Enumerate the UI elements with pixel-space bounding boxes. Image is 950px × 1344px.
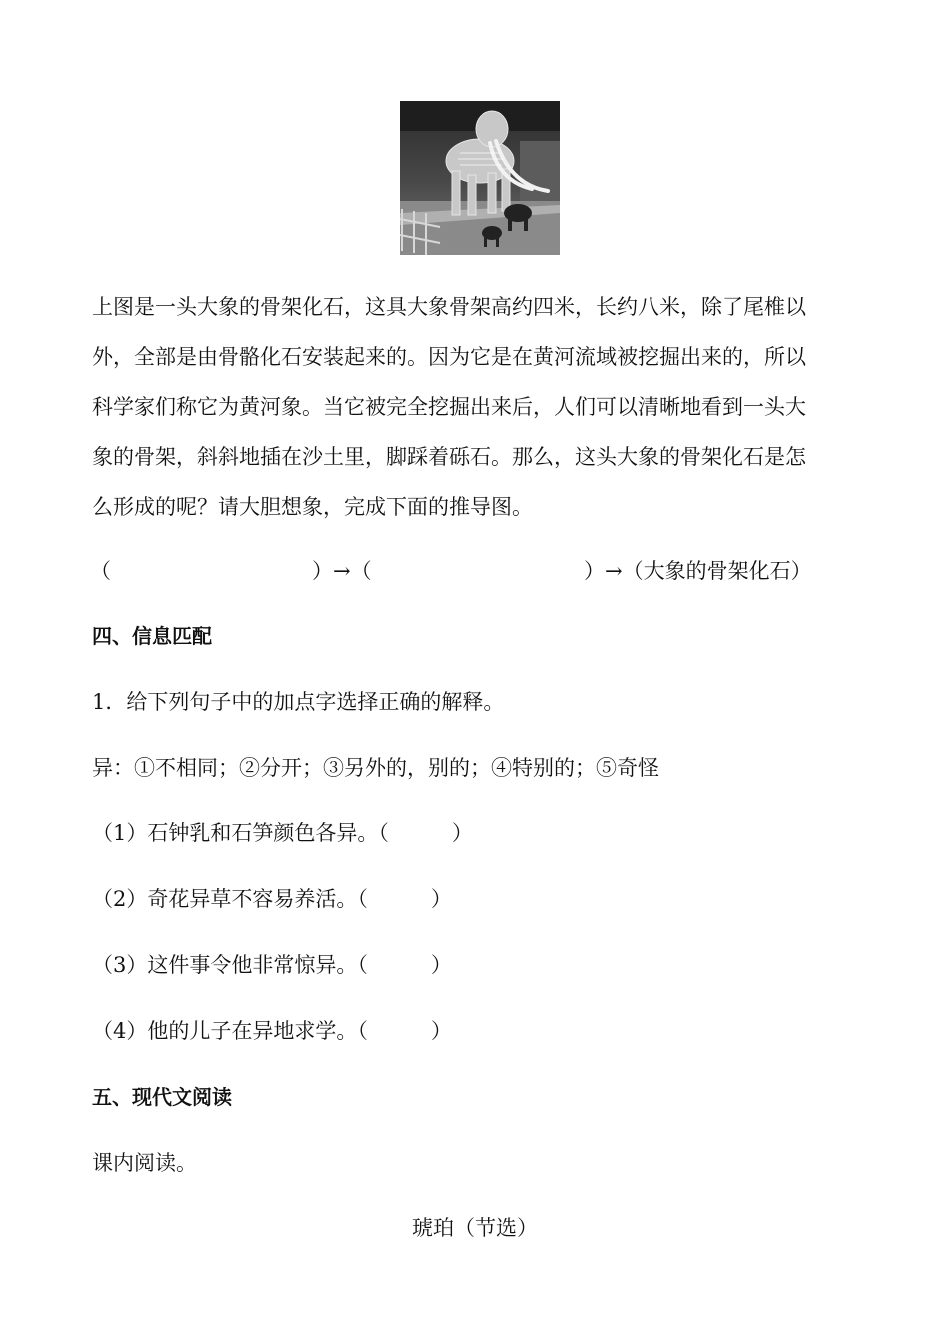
- derivation-step-2-arrow: ）→（大象的骨架化石）: [584, 559, 812, 583]
- question-item: （4）他的儿子在异地求学。（ ）: [92, 1019, 452, 1043]
- derivation-open-paren: （: [90, 559, 111, 583]
- derivation-step-1-arrow: ）→（: [312, 559, 372, 583]
- question-item: （3）这件事令他非常惊异。（ ）: [92, 953, 452, 977]
- reading-intro: 课内阅读。: [92, 1151, 197, 1175]
- question-1: 1．给下列句子中的加点字选择正确的解释。: [92, 690, 505, 714]
- mammoth-skeleton-photo: [400, 101, 560, 255]
- passage-line: 外，全部是由骨骼化石安装起来的。因为它是在黄河流域被挖掘出来的，所以: [92, 345, 806, 369]
- section-5-heading: 五、现代文阅读: [92, 1085, 232, 1109]
- passage-line: 科学家们称它为黄河象。当它被完全挖掘出来后，人们可以清晰地看到一头大: [92, 395, 806, 419]
- passage-line: 象的骨架，斜斜地插在沙土里，脚踩着砾石。那么，这头大象的骨架化石是怎: [92, 445, 806, 469]
- question-item: （2）奇花异草不容易养活。（ ）: [92, 887, 452, 911]
- reading-title: 琥珀（节选）: [412, 1216, 538, 1240]
- question-item: （1）石钟乳和石笋颜色各异。（ ）: [92, 821, 473, 845]
- passage-line: 上图是一头大象的骨架化石，这具大象骨架高约四米，长约八米，除了尾椎以: [92, 295, 806, 319]
- passage-line: 么形成的呢？请大胆想象，完成下面的推导图。: [92, 495, 533, 519]
- derivation-diagram: [0, 556, 950, 586]
- definitions: 异：①不相同；②分开；③另外的，别的；④特别的；⑤奇怪: [92, 756, 659, 780]
- section-4-heading: 四、信息匹配: [92, 624, 212, 648]
